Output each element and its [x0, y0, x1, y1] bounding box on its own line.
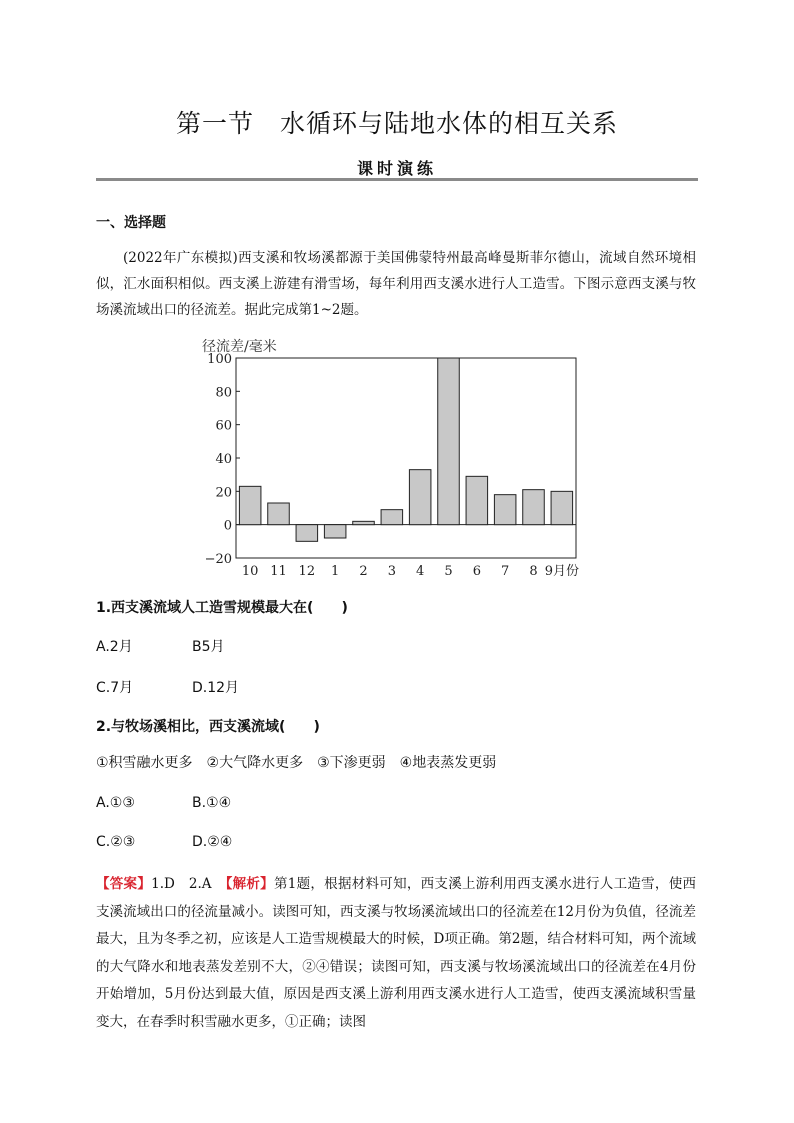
x-tick-label: 11 [270, 564, 287, 579]
q2-option-d[interactable]: D.②④ [192, 834, 233, 850]
answer-analysis [96, 871, 696, 1036]
bar-month-1 [324, 525, 346, 538]
x-tick-label: 12 [298, 564, 316, 579]
question-2-stem: 2.与牧场溪相比，西支溪流域( ) [96, 719, 320, 735]
q1-option-d[interactable]: D.12月 [192, 680, 240, 696]
question-1-stem: 1.西支溪流域人工造雪规模最大在( ) [96, 600, 348, 616]
q1-option-b[interactable]: B5月 [192, 639, 225, 655]
answer-label: 【答案】 [96, 876, 152, 892]
q2-option-c[interactable]: C.②③ [96, 834, 136, 850]
x-tick-label: 1 [331, 564, 340, 579]
page-subtitle: 课时演练 [356, 159, 437, 178]
answer-text: 1.D 2.A [151, 876, 226, 892]
q2-option-b[interactable]: B.①④ [192, 795, 232, 811]
bar-month-12 [296, 525, 318, 542]
page-title: 第一节 水循环与陆地水体的相互关系 [175, 109, 618, 138]
bar-month-2 [353, 521, 375, 524]
section-heading: 一、选择题 [96, 215, 166, 231]
analysis-label: 【解析】 [225, 876, 274, 892]
x-tick-label: 4 [416, 564, 425, 579]
x-tick-label: 9月份 [544, 564, 579, 579]
q1-option-c[interactable]: C.7月 [96, 680, 134, 696]
x-tick-label: 5 [444, 564, 453, 579]
bar-month-11 [268, 503, 290, 525]
bar-month-7 [494, 495, 516, 525]
y-tick-label: 0 [223, 518, 232, 534]
y-tick-label: 60 [215, 418, 232, 434]
y-tick-label: 80 [215, 385, 232, 401]
bar-month-10 [239, 486, 261, 524]
bar-month-6 [466, 476, 488, 524]
bar-month-5 [438, 358, 460, 525]
bar-month-8 [523, 490, 545, 525]
title-divider [96, 178, 698, 181]
x-tick-label: 6 [472, 564, 481, 579]
q2-statements: ①积雪融水更多 ②大气降水更多 ③下渗更弱 ④地表蒸发更弱 [96, 755, 497, 771]
q2-option-a[interactable]: A.①③ [96, 795, 135, 811]
y-tick-label: 100 [207, 352, 232, 367]
analysis-text: 第1题，根据材料可知，西支溪上游利用西支溪水进行人工造雪，使西支溪流域出口的径流量减小。读图可知，西支溪与牧场溪流域出口的径流差在12月份为负值，径流差最大，且为冬季之初，应该是人工造雪规模最大的时候，D项正确。第2题，结合材料可知，两个流域的大气降水和地表蒸发差别不大，②④错误；读图可知，西支溪与牧场溪流域出口的径流差在4月份开始增加，5月份达到最大值，原因是西支溪上游利用西支溪水进行人工造雪，使西支溪流域积雪量变大，在春季时积雪融水更多，①正确；读图 [96, 876, 696, 1030]
bar-month-3 [381, 510, 403, 525]
y-tick-label: 40 [215, 452, 232, 467]
y-tick-label: 20 [215, 485, 232, 501]
q1-option-a[interactable]: A.2月 [96, 639, 133, 655]
bar-month-4 [409, 470, 431, 525]
x-tick-label: 2 [359, 564, 368, 579]
y-tick-label: −20 [204, 552, 232, 567]
x-tick-label: 7 [501, 564, 510, 579]
x-tick-label: 10 [241, 564, 259, 579]
runoff-difference-chart [196, 336, 616, 586]
question-passage: (2022年广东模拟)西支溪和牧场溪都源于美国佛蒙特州最高峰曼斯菲尔德山，流域自然环境相似，汇水面积相似。西支溪上游建有滑雪场，每年利用西支溪水进行人工造雪。下图示意西支溪与牧场溪流域出口的径流差。据此完成第1~2题。 [96, 250, 696, 318]
x-tick-label: 8 [529, 564, 538, 579]
plot-frame [236, 358, 576, 558]
y-axis-label: 径流差/毫米 [202, 339, 277, 355]
bar-month-9月份 [551, 491, 573, 524]
x-tick-label: 3 [387, 564, 396, 579]
